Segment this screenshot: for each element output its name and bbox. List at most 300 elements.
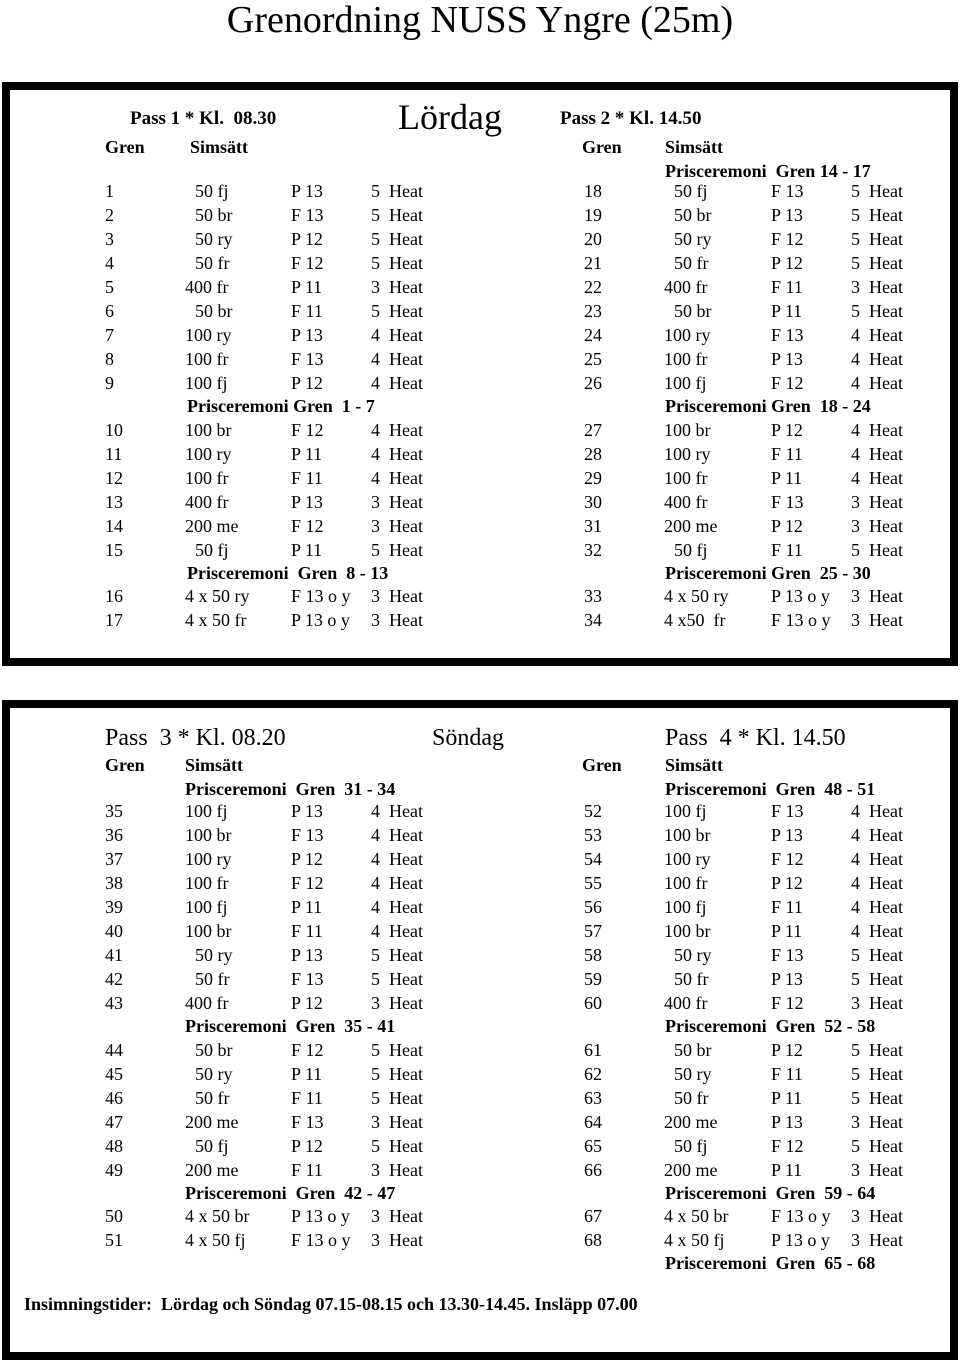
event-stroke: 4 x50 fr — [664, 610, 726, 630]
event-heats: 4 Heat — [851, 825, 903, 845]
event-number: 8 — [105, 349, 114, 369]
event-class: P 11 — [291, 277, 323, 297]
event-class: P 13 o y — [771, 586, 830, 606]
event-heats: 5 Heat — [851, 205, 903, 225]
event-stroke: 100 ry — [185, 849, 232, 869]
event-class: P 12 — [771, 515, 803, 536]
event-number: 32 — [584, 539, 602, 560]
event-heats: 5 Heat — [371, 1039, 423, 1060]
event-class: P 12 — [771, 1039, 803, 1060]
event-heats: 5 Heat — [371, 229, 423, 249]
pass4-simsatt-header: Simsätt — [665, 755, 723, 775]
ceremony-label: Prisceremoni Gren 18 - 24 — [665, 396, 871, 416]
pass1-title: Pass 1 * Kl. 08.30 — [130, 108, 277, 129]
event-class: P 13 o y — [291, 610, 350, 630]
ceremony-label: Prisceremoni Gren 42 - 47 — [185, 1182, 396, 1203]
event-class: P 11 — [771, 1159, 803, 1180]
event-stroke: 50 br — [195, 205, 233, 225]
event-heats: 5 Heat — [851, 301, 903, 321]
event-class: F 13 — [771, 181, 804, 201]
event-heats: 4 Heat — [851, 467, 903, 488]
event-number: 60 — [584, 993, 602, 1013]
event-class: P 13 o y — [771, 1230, 830, 1250]
event-class: P 11 — [291, 897, 323, 917]
event-class: P 12 — [771, 253, 803, 273]
ceremony-label: Prisceremoni Gren 35 - 41 — [185, 1016, 396, 1036]
event-heats: 4 Heat — [371, 467, 423, 488]
pass2-title: Pass 2 * Kl. 14.50 — [560, 108, 702, 129]
event-heats: 5 Heat — [851, 253, 903, 273]
event-number: 41 — [105, 945, 123, 965]
event-stroke: 4 x 50 fj — [664, 1230, 725, 1250]
event-number: 13 — [105, 491, 123, 512]
event-class: F 12 — [291, 515, 324, 536]
event-class: P 13 o y — [291, 1206, 350, 1226]
event-heats: 4 Heat — [851, 921, 903, 941]
pass2-gren-header: Gren — [582, 137, 622, 157]
event-class: F 11 — [771, 1063, 803, 1084]
event-number: 37 — [105, 849, 123, 869]
event-number: 43 — [105, 993, 123, 1013]
event-heats: 5 Heat — [371, 1135, 423, 1156]
event-class: F 11 — [771, 277, 803, 297]
event-heats: 4 Heat — [371, 921, 423, 941]
event-class: F 13 o y — [291, 1230, 351, 1250]
ceremony-label: Prisceremoni Gren 65 - 68 — [665, 1253, 876, 1273]
saturday-day-label: Lördag — [398, 97, 502, 137]
event-number: 10 — [105, 419, 123, 440]
event-number: 26 — [584, 373, 602, 393]
event-number: 39 — [105, 897, 123, 917]
event-stroke: 100 fj — [185, 801, 228, 821]
page-title: Grenordning NUSS Yngre (25m) — [226, 0, 734, 41]
event-stroke: 50 br — [195, 1039, 233, 1060]
event-class: P 13 — [291, 801, 323, 821]
event-number: 4 — [105, 253, 114, 273]
event-class: F 13 — [771, 325, 804, 345]
event-number: 18 — [584, 181, 602, 201]
entry-times-footer: Insimningstider: Lördag och Söndag 07.15-08.15 och 13.30-14.45. Insläpp 07.00 — [24, 1294, 638, 1314]
event-number: 35 — [105, 801, 123, 821]
event-class: P 13 — [291, 491, 323, 512]
pass3-top-ceremony: Prisceremoni Gren 31 - 34 — [185, 779, 396, 799]
event-class: F 12 — [771, 1135, 804, 1156]
event-number: 3 — [105, 229, 114, 249]
event-stroke: 50 fr — [674, 1087, 709, 1108]
event-class: P 11 — [771, 921, 803, 941]
event-stroke: 50 br — [195, 301, 233, 321]
event-number: 33 — [584, 586, 602, 606]
event-stroke: 50 br — [674, 205, 712, 225]
event-heats: 3 Heat — [371, 1159, 423, 1180]
event-heats: 5 Heat — [371, 253, 423, 273]
event-heats: 4 Heat — [371, 873, 423, 893]
event-class: P 13 — [291, 945, 323, 965]
event-heats: 3 Heat — [371, 1230, 423, 1250]
event-stroke: 100 ry — [185, 443, 232, 464]
event-number: 42 — [105, 969, 123, 989]
event-heats: 3 Heat — [371, 515, 423, 536]
event-number: 64 — [584, 1111, 602, 1132]
event-stroke: 50 fj — [195, 539, 229, 560]
event-class: P 11 — [771, 301, 803, 321]
event-heats: 3 Heat — [371, 1206, 423, 1226]
event-number: 7 — [105, 325, 114, 345]
event-number: 63 — [584, 1087, 602, 1108]
event-heats: 5 Heat — [851, 1135, 903, 1156]
event-number: 48 — [105, 1135, 123, 1156]
event-heats: 3 Heat — [851, 586, 903, 606]
pass3-simsatt-header: Simsätt — [185, 755, 243, 775]
event-stroke: 50 fj — [674, 539, 708, 560]
event-heats: 4 Heat — [851, 801, 903, 821]
event-class: F 13 — [291, 349, 324, 369]
event-class: P 12 — [771, 419, 803, 440]
event-stroke: 100 fj — [185, 897, 228, 917]
event-heats: 3 Heat — [851, 491, 903, 512]
event-number: 31 — [584, 515, 602, 536]
event-class: F 13 — [771, 801, 804, 821]
event-heats: 3 Heat — [851, 1230, 903, 1250]
event-class: P 11 — [771, 467, 803, 488]
event-number: 67 — [584, 1206, 602, 1226]
event-heats: 3 Heat — [371, 610, 423, 630]
event-heats: 4 Heat — [371, 897, 423, 917]
event-stroke: 200 me — [185, 1111, 239, 1132]
event-number: 20 — [584, 229, 602, 249]
event-stroke: 50 fr — [195, 969, 230, 989]
event-class: F 13 — [291, 205, 324, 225]
event-heats: 3 Heat — [851, 1159, 903, 1180]
event-heats: 3 Heat — [371, 586, 423, 606]
pass4-gren-header: Gren — [582, 755, 622, 775]
event-heats: 4 Heat — [371, 419, 423, 440]
ceremony-label: Prisceremoni Gren 8 - 13 — [187, 562, 389, 583]
event-class: P 11 — [771, 1087, 803, 1108]
event-number: 50 — [105, 1206, 123, 1226]
event-stroke: 100 fj — [185, 373, 228, 393]
event-number: 66 — [584, 1159, 602, 1180]
event-number: 19 — [584, 205, 602, 225]
event-stroke: 100 fr — [664, 873, 708, 893]
event-stroke: 100 fr — [185, 467, 229, 488]
event-heats: 5 Heat — [371, 181, 423, 201]
event-stroke: 50 ry — [195, 1063, 233, 1084]
event-stroke: 100 fr — [185, 873, 229, 893]
event-heats: 5 Heat — [371, 539, 423, 560]
event-stroke: 4 x 50 fr — [185, 610, 247, 630]
event-number: 1 — [105, 181, 114, 201]
event-stroke: 50 fj — [674, 1135, 708, 1156]
event-stroke: 50 fr — [195, 253, 230, 273]
event-class: P 11 — [291, 443, 323, 464]
ceremony-label: Prisceremoni Gren 59 - 64 — [665, 1182, 876, 1203]
event-heats: 5 Heat — [371, 945, 423, 965]
event-heats: 5 Heat — [851, 969, 903, 989]
event-stroke: 100 br — [185, 419, 232, 440]
event-heats: 5 Heat — [851, 181, 903, 201]
event-number: 25 — [584, 349, 602, 369]
event-heats: 5 Heat — [851, 1087, 903, 1108]
event-class: F 11 — [291, 921, 323, 941]
event-class: F 13 — [771, 491, 804, 512]
event-heats: 4 Heat — [851, 897, 903, 917]
event-stroke: 50 ry — [195, 945, 233, 965]
event-stroke: 100 fr — [664, 467, 708, 488]
event-heats: 3 Heat — [371, 993, 423, 1013]
event-stroke: 50 br — [674, 301, 712, 321]
event-class: F 12 — [291, 419, 324, 440]
event-stroke: 4 x 50 ry — [185, 586, 250, 606]
event-number: 34 — [584, 610, 602, 630]
event-heats: 3 Heat — [851, 1206, 903, 1226]
event-stroke: 100 fr — [185, 349, 229, 369]
pass1-simsatt-header: Simsätt — [190, 137, 248, 157]
event-heats: 5 Heat — [851, 1039, 903, 1060]
event-class: P 13 — [771, 969, 803, 989]
event-stroke: 50 fj — [674, 181, 708, 201]
event-class: P 13 — [291, 181, 323, 201]
event-heats: 3 Heat — [851, 1111, 903, 1132]
event-stroke: 100 br — [185, 921, 232, 941]
event-number: 29 — [584, 467, 602, 488]
event-number: 27 — [584, 419, 602, 440]
event-class: P 13 — [771, 349, 803, 369]
event-stroke: 100 ry — [664, 443, 711, 464]
event-class: F 11 — [291, 1087, 323, 1108]
event-stroke: 400 fr — [664, 993, 708, 1013]
event-class: F 13 o y — [771, 1206, 831, 1226]
pass2-simsatt-header: Simsätt — [665, 137, 723, 157]
event-number: 53 — [584, 825, 602, 845]
event-number: 2 — [105, 205, 114, 225]
event-stroke: 400 fr — [664, 277, 708, 297]
event-class: F 11 — [291, 301, 323, 321]
event-stroke: 50 fr — [674, 969, 709, 989]
event-heats: 3 Heat — [371, 277, 423, 297]
event-heats: 4 Heat — [371, 373, 423, 393]
event-number: 9 — [105, 373, 114, 393]
event-heats: 3 Heat — [371, 1111, 423, 1132]
event-number: 44 — [105, 1039, 123, 1060]
event-heats: 5 Heat — [371, 301, 423, 321]
event-stroke: 50 fr — [195, 1087, 230, 1108]
event-heats: 4 Heat — [851, 325, 903, 345]
event-number: 40 — [105, 921, 123, 941]
event-number: 46 — [105, 1087, 123, 1108]
event-class: F 11 — [771, 443, 803, 464]
event-number: 58 — [584, 945, 602, 965]
event-stroke: 50 fj — [195, 1135, 229, 1156]
event-class: P 12 — [291, 373, 323, 393]
event-heats: 4 Heat — [851, 873, 903, 893]
event-stroke: 50 fj — [195, 181, 229, 201]
pass4-top-ceremony: Prisceremoni Gren 48 - 51 — [665, 779, 876, 799]
event-class: F 12 — [771, 373, 804, 393]
event-stroke: 4 x 50 br — [185, 1206, 250, 1226]
event-number: 5 — [105, 277, 114, 297]
event-class: F 12 — [771, 849, 804, 869]
event-number: 45 — [105, 1063, 123, 1084]
event-heats: 3 Heat — [851, 610, 903, 630]
event-number: 15 — [105, 539, 123, 560]
event-heats: 5 Heat — [371, 969, 423, 989]
event-number: 17 — [105, 610, 123, 630]
event-class: P 12 — [291, 1135, 323, 1156]
event-heats: 4 Heat — [371, 443, 423, 464]
event-class: P 11 — [291, 1063, 323, 1084]
event-heats: 4 Heat — [851, 849, 903, 869]
pass3-title: Pass 3 * Kl. 08.20 — [105, 725, 286, 751]
event-class: F 12 — [291, 873, 324, 893]
event-stroke: 200 me — [664, 515, 718, 536]
event-heats: 3 Heat — [371, 491, 423, 512]
event-heats: 4 Heat — [371, 349, 423, 369]
event-heats: 4 Heat — [851, 373, 903, 393]
event-heats: 4 Heat — [371, 801, 423, 821]
event-class: F 11 — [771, 897, 803, 917]
pass2-top-ceremony: Prisceremoni Gren 14 - 17 — [665, 161, 871, 181]
event-number: 61 — [584, 1039, 602, 1060]
event-class: P 12 — [291, 849, 323, 869]
event-class: F 12 — [771, 229, 804, 249]
event-class: P 12 — [771, 873, 803, 893]
event-class: P 13 — [771, 205, 803, 225]
event-heats: 5 Heat — [371, 1087, 423, 1108]
event-number: 23 — [584, 301, 602, 321]
event-stroke: 400 fr — [185, 491, 229, 512]
event-number: 36 — [105, 825, 123, 845]
event-heats: 3 Heat — [851, 515, 903, 536]
pass1-gren-header: Gren — [105, 137, 145, 157]
event-class: F 13 o y — [771, 610, 831, 630]
pass4-title: Pass 4 * Kl. 14.50 — [665, 725, 846, 751]
event-stroke: 400 fr — [185, 993, 229, 1013]
event-stroke: 100 ry — [664, 849, 711, 869]
event-stroke: 4 x 50 br — [664, 1206, 729, 1226]
event-stroke: 200 me — [664, 1159, 718, 1180]
event-class: F 13 — [291, 969, 324, 989]
event-stroke: 100 fj — [664, 897, 707, 917]
event-number: 30 — [584, 491, 602, 512]
event-number: 6 — [105, 301, 114, 321]
event-class: F 11 — [771, 539, 803, 560]
event-stroke: 50 fr — [674, 253, 709, 273]
event-number: 52 — [584, 801, 602, 821]
event-class: P 12 — [291, 229, 323, 249]
event-class: F 11 — [291, 1159, 323, 1180]
event-heats: 5 Heat — [371, 1063, 423, 1084]
event-heats: 3 Heat — [851, 277, 903, 297]
event-class: F 13 — [771, 945, 804, 965]
event-stroke: 100 ry — [664, 325, 711, 345]
event-heats: 4 Heat — [371, 325, 423, 345]
event-stroke: 50 ry — [674, 945, 712, 965]
event-heats: 4 Heat — [371, 825, 423, 845]
ceremony-label: Prisceremoni Gren 1 - 7 — [187, 396, 375, 416]
event-heats: 4 Heat — [851, 349, 903, 369]
event-number: 12 — [105, 467, 123, 488]
event-stroke: 100 br — [185, 825, 232, 845]
event-class: P 13 — [771, 1111, 803, 1132]
ceremony-label: Prisceremoni Gren 52 - 58 — [665, 1016, 876, 1036]
event-class: F 12 — [771, 993, 804, 1013]
event-class: F 12 — [291, 253, 324, 273]
event-stroke: 100 br — [664, 825, 711, 845]
event-heats: 4 Heat — [371, 849, 423, 869]
event-stroke: 100 br — [664, 419, 711, 440]
event-stroke: 50 ry — [195, 229, 233, 249]
event-number: 59 — [584, 969, 602, 989]
event-stroke: 200 me — [185, 1159, 239, 1180]
event-number: 47 — [105, 1111, 123, 1132]
event-number: 22 — [584, 277, 602, 297]
event-number: 49 — [105, 1159, 123, 1180]
event-heats: 5 Heat — [851, 945, 903, 965]
event-class: F 11 — [291, 467, 323, 488]
ceremony-label: Prisceremoni Gren 25 - 30 — [665, 562, 871, 583]
event-stroke: 50 br — [674, 1039, 712, 1060]
event-class: F 12 — [291, 1039, 324, 1060]
event-number: 14 — [105, 515, 123, 536]
event-class: P 13 — [291, 325, 323, 345]
event-class: F 13 — [291, 825, 324, 845]
event-stroke: 4 x 50 fj — [185, 1230, 246, 1250]
event-heats: 5 Heat — [851, 539, 903, 560]
event-number: 16 — [105, 586, 123, 606]
event-stroke: 200 me — [664, 1111, 718, 1132]
event-stroke: 100 fj — [664, 373, 707, 393]
event-stroke: 200 me — [185, 515, 239, 536]
sunday-day-label: Söndag — [432, 725, 504, 751]
event-stroke: 100 br — [664, 921, 711, 941]
event-class: P 13 — [771, 825, 803, 845]
event-stroke: 100 fr — [664, 349, 708, 369]
event-number: 11 — [105, 443, 123, 464]
event-heats: 5 Heat — [851, 1063, 903, 1084]
event-heats: 3 Heat — [851, 993, 903, 1013]
event-stroke: 100 ry — [185, 325, 232, 345]
event-number: 24 — [584, 325, 602, 345]
event-heats: 4 Heat — [851, 443, 903, 464]
event-number: 54 — [584, 849, 602, 869]
event-heats: 5 Heat — [851, 229, 903, 249]
event-number: 57 — [584, 921, 602, 941]
event-stroke: 50 ry — [674, 229, 712, 249]
event-stroke: 400 fr — [185, 277, 229, 297]
event-stroke: 50 ry — [674, 1063, 712, 1084]
pass3-gren-header: Gren — [105, 755, 145, 775]
event-number: 38 — [105, 873, 123, 893]
event-number: 21 — [584, 253, 602, 273]
event-number: 51 — [105, 1230, 123, 1250]
event-number: 55 — [584, 873, 602, 893]
event-number: 28 — [584, 443, 602, 464]
event-stroke: 400 fr — [664, 491, 708, 512]
event-class: P 11 — [291, 539, 323, 560]
event-heats: 5 Heat — [371, 205, 423, 225]
event-class: F 13 — [291, 1111, 324, 1132]
event-heats: 4 Heat — [851, 419, 903, 440]
event-class: F 13 o y — [291, 586, 351, 606]
event-stroke: 4 x 50 ry — [664, 586, 729, 606]
event-number: 56 — [584, 897, 602, 917]
event-number: 65 — [584, 1135, 602, 1156]
event-class: P 12 — [291, 993, 323, 1013]
event-number: 68 — [584, 1230, 602, 1250]
event-stroke: 100 fj — [664, 801, 707, 821]
event-number: 62 — [584, 1063, 602, 1084]
